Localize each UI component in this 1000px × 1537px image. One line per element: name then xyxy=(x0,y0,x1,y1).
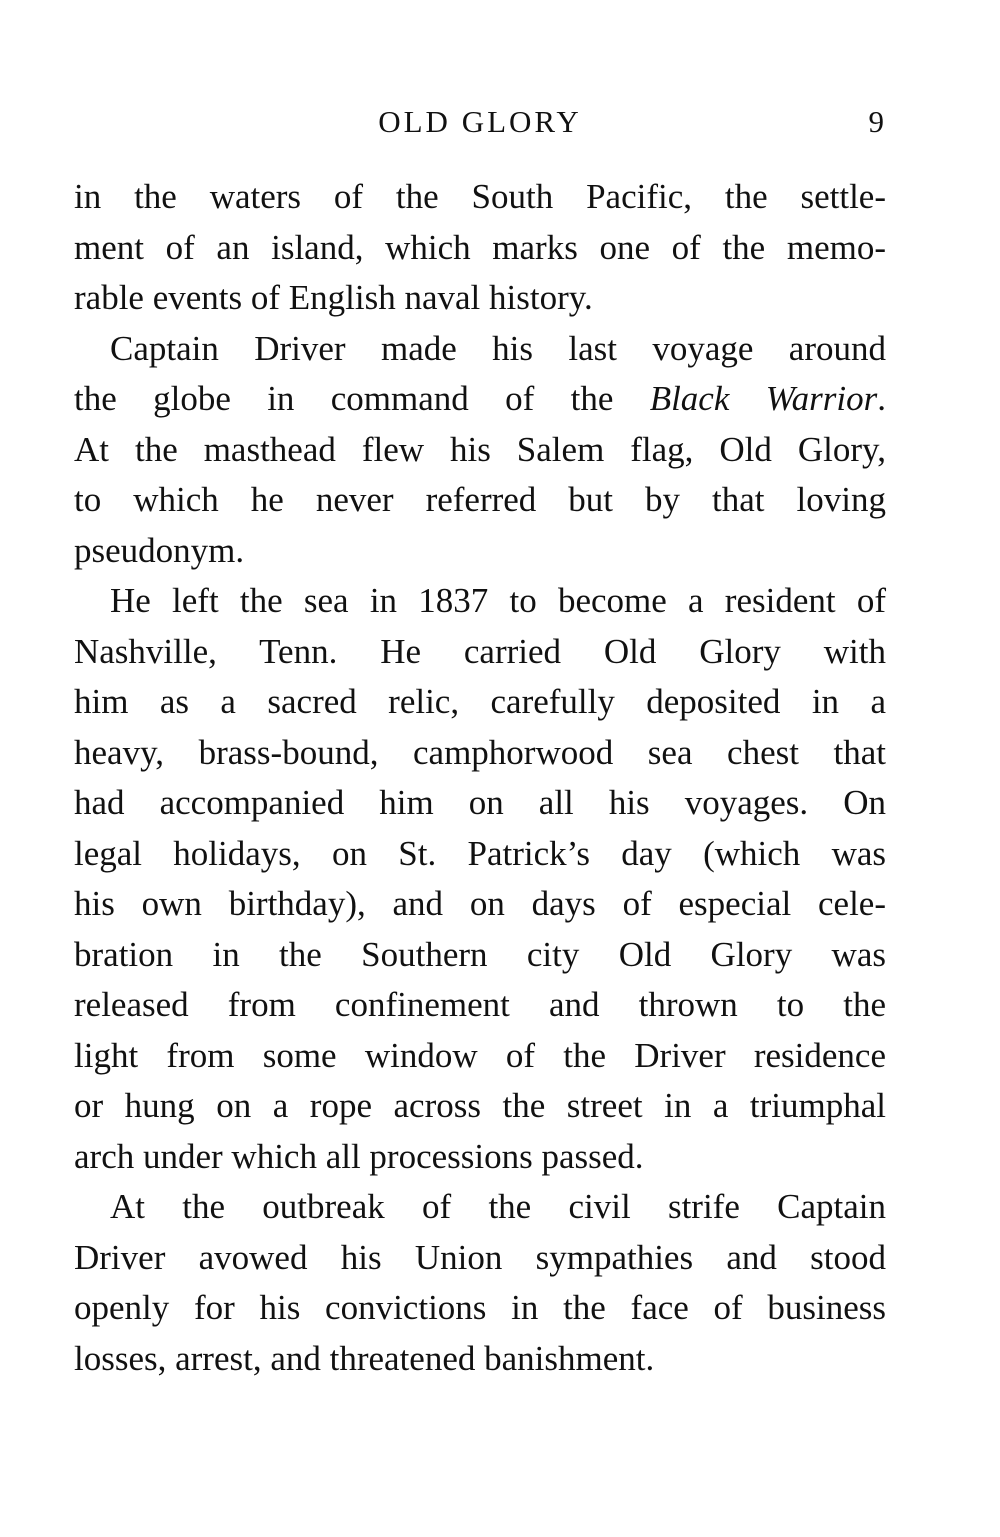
text-line: had accompanied him on all his voyages. On xyxy=(74,783,886,822)
text-line: pseudonym. xyxy=(74,530,245,570)
body-text xyxy=(74,172,886,1384)
text-line: At the masthead flew his Salem flag, Old Glory, xyxy=(74,429,886,469)
text-line: his own birthday), and on days of especial cele- xyxy=(74,884,886,923)
text-line: released from confinement and thrown to the xyxy=(74,985,886,1024)
text-line: legal holidays, on St. Patrick’s day (which was xyxy=(74,833,886,873)
ship-name-punctuation: . xyxy=(877,379,886,418)
text-line: arch under which all processions passed. xyxy=(74,1136,644,1176)
text-line: At the outbreak of the civil strife Captain xyxy=(110,1187,886,1226)
text-line: Nashville, Tenn. He carried Old Glory with xyxy=(74,631,886,671)
text-line xyxy=(74,374,886,425)
running-title: OLD GLORY xyxy=(378,104,582,139)
page-number: 9 xyxy=(868,104,884,139)
text-line: bration in the Southern city Old Glory was xyxy=(74,934,886,974)
text-line: to which he never referred but by that loving xyxy=(74,480,886,519)
paragraph-1 xyxy=(74,172,886,324)
paragraph-3 xyxy=(74,576,886,1182)
paragraph-2 xyxy=(74,324,886,577)
text-line: Captain Driver made his last voyage around xyxy=(110,328,886,368)
ship-name: Black Warrior xyxy=(649,379,878,418)
text-line: rable events of English naval history. xyxy=(74,278,593,317)
text-line-start: the globe in command of the xyxy=(74,379,614,418)
text-line: light from some window of the Driver residence xyxy=(74,1035,886,1075)
paragraph-4 xyxy=(74,1182,886,1384)
text-line: losses, arrest, and threatened banishment. xyxy=(74,1338,655,1378)
text-line: or hung on a rope across the street in a triumphal xyxy=(74,1086,886,1125)
text-line: in the waters of the South Pacific, the settle- xyxy=(74,177,886,216)
text-line: openly for his convictions in the face of business xyxy=(74,1288,886,1327)
text-line: He left the sea in 1837 to become a resident of xyxy=(110,581,886,620)
text-line: heavy, brass-bound, camphorwood sea chest that xyxy=(74,732,886,772)
text-line: ment of an island, which marks one of the memo- xyxy=(74,227,886,267)
running-head xyxy=(74,102,886,142)
text-line: him as a sacred relic, carefully deposited in a xyxy=(74,682,886,721)
text-line: Driver avowed his Union sympathies and stood xyxy=(74,1237,886,1277)
